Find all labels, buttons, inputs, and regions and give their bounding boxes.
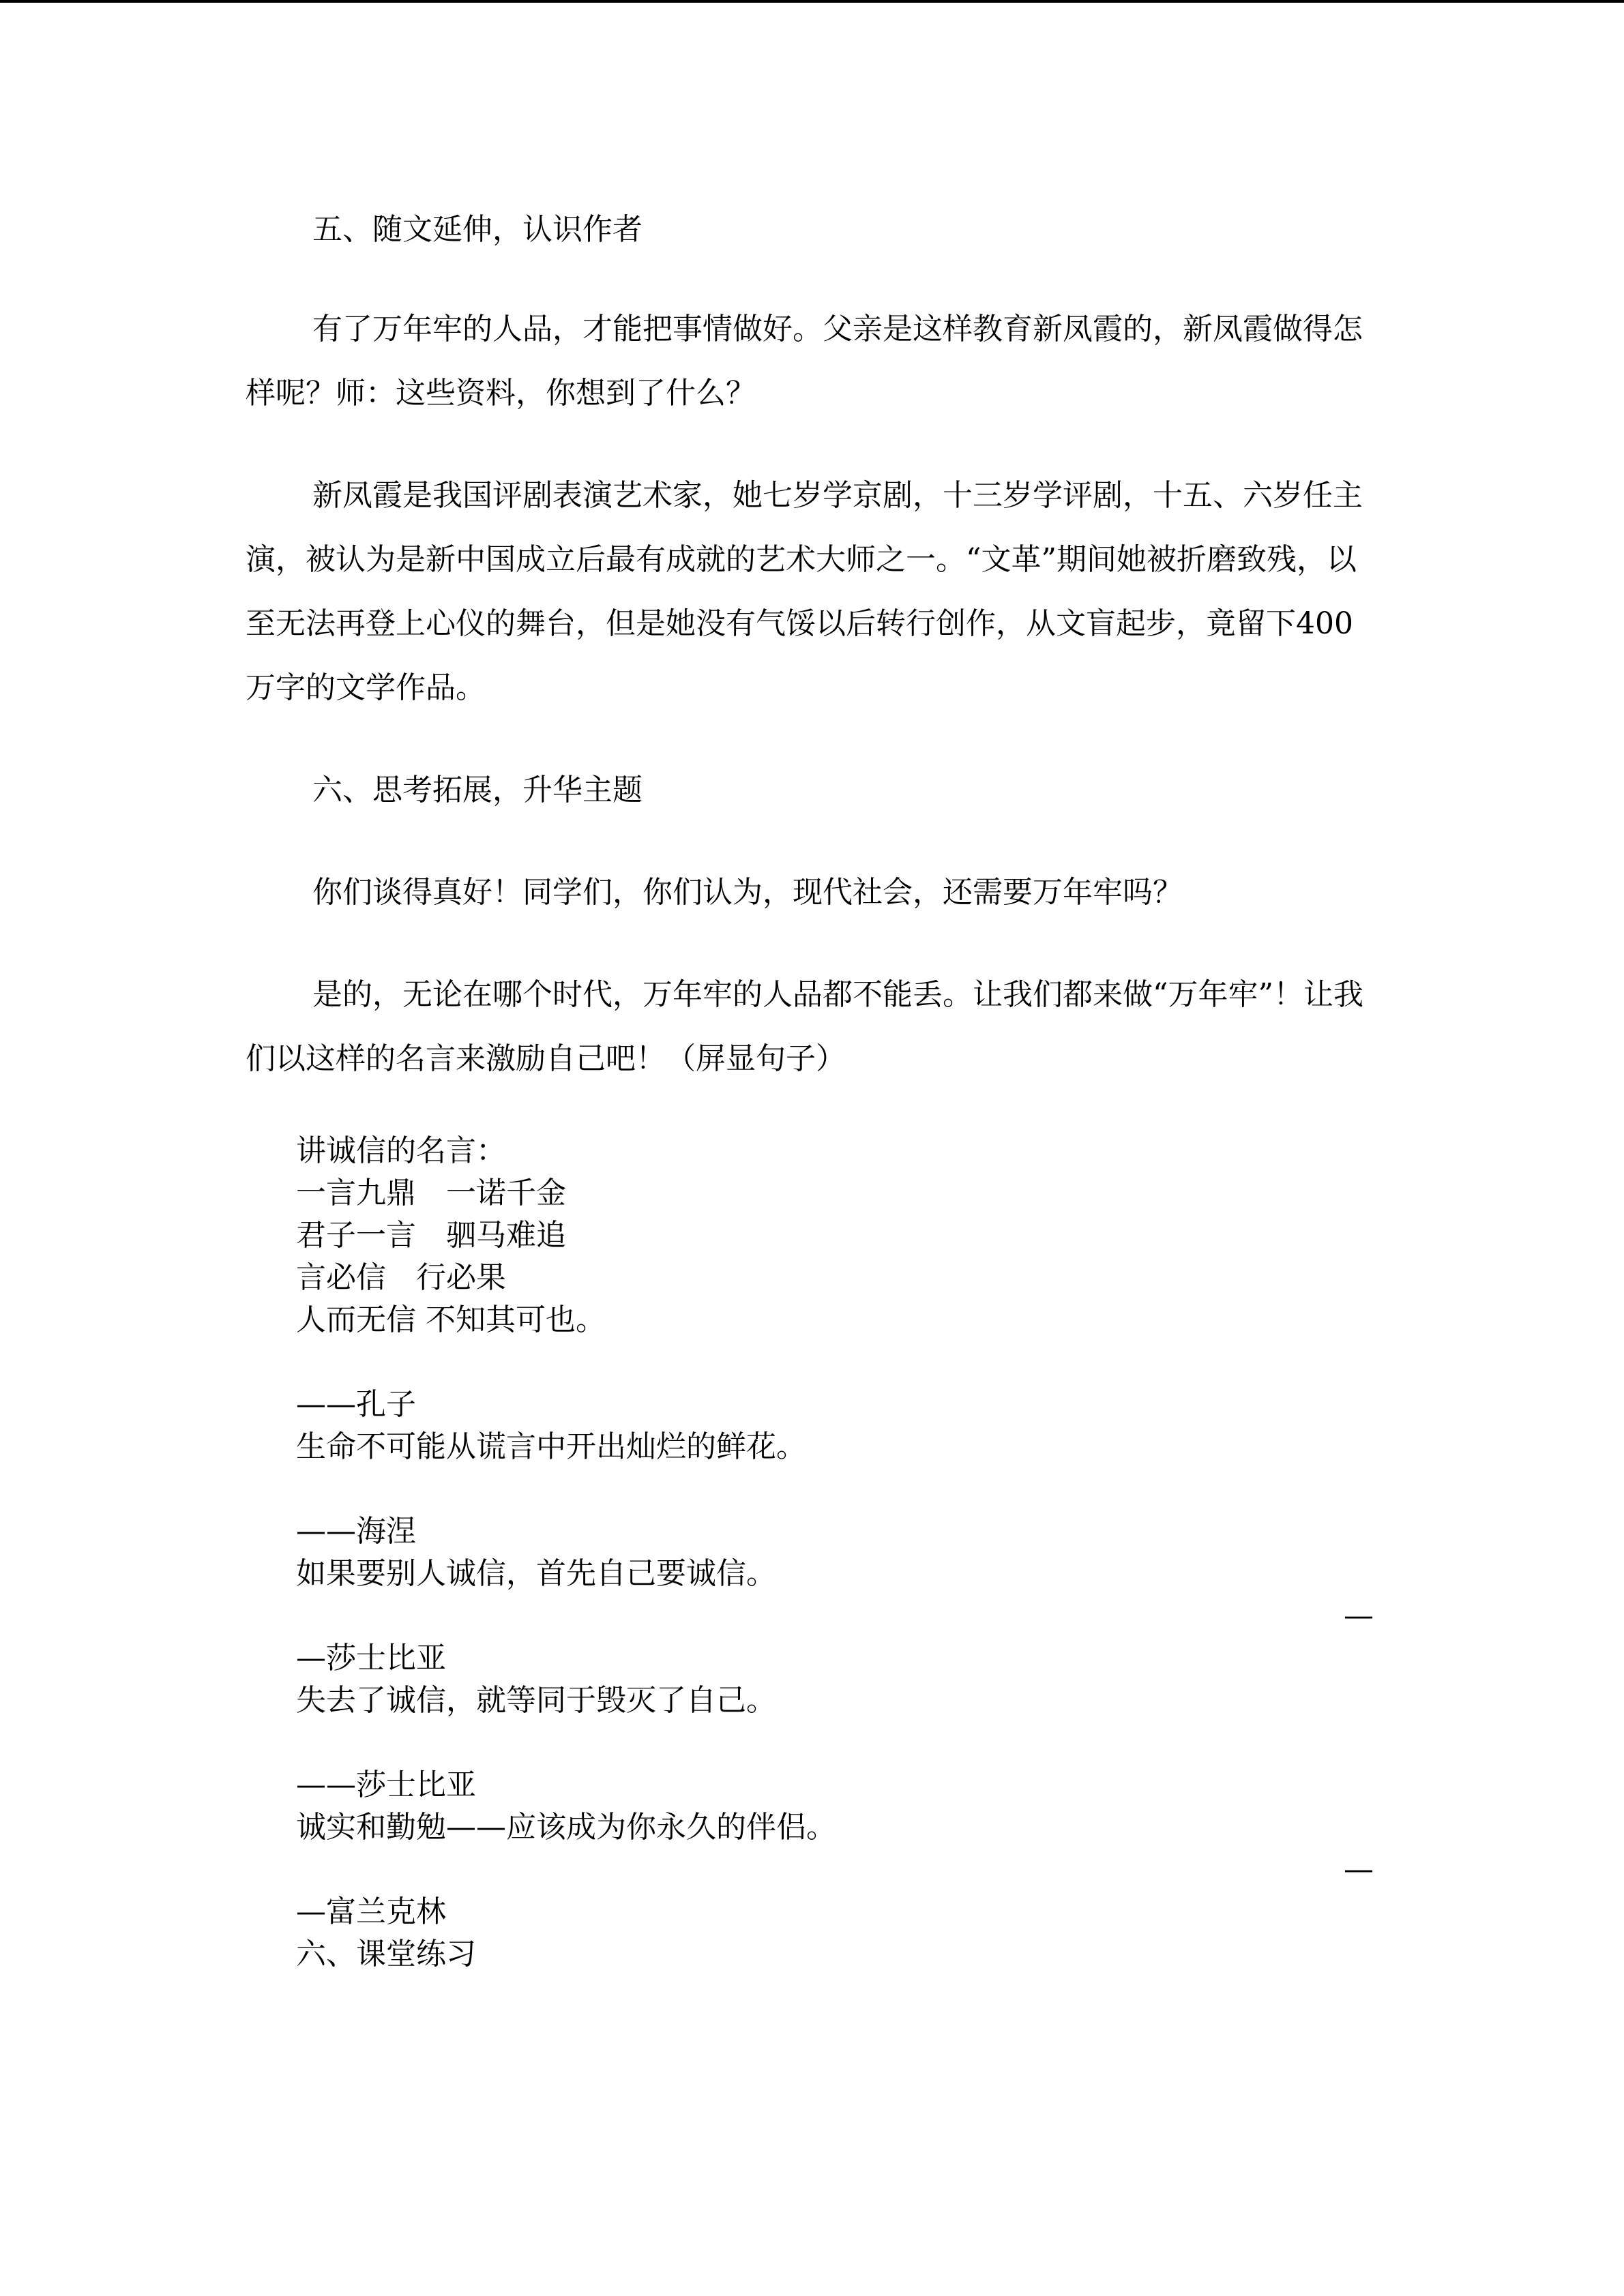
quote-5: 诚实和勤勉——应该成为你永久的伴侣。 (296, 1810, 836, 1845)
section6-heading: 六、思考拓展，升华主题 (312, 773, 643, 807)
quote-line-4: 人而无信 不知其可也。 (296, 1302, 606, 1337)
section6-paragraph-2: 是的，无论在哪个时代，万年牢的人品都不能丢。让我们都来做“万年牢”！让我们以这样的名言来激励自己吧！（屏显句子） (246, 977, 1363, 1076)
practice-heading: 六、课堂练习 (296, 1937, 476, 1971)
quote-author-1: ——孔子 (296, 1387, 416, 1422)
quote-3-dash: — (1344, 1598, 1374, 1633)
section5-heading: 五、随文延伸，认识作者 (312, 212, 643, 247)
section6-paragraph-1: 你们谈得真好！同学们，你们认为，现代社会，还需要万年牢吗？ (312, 875, 1183, 910)
quote-line-2: 君子一言 驷马难追 (296, 1218, 566, 1253)
section5-paragraph-2: 新凤霞是我国评剧表演艺术家，她七岁学京剧，十三岁学评剧，十五、六岁任主演，被认为是新中国成立后最有成就的艺术大师之一。“文革”期间她被折磨致残，以至无法再登上心仪的舞台，但是她没有气馁以后转行创作，从文盲起步，竟留下400万字的文学作品。 (246, 478, 1363, 705)
quote-4: 失去了诚信，就等同于毁灭了自己。 (296, 1683, 776, 1718)
page-top-border (0, 0, 1624, 3)
quote-author-2: ——海涅 (296, 1514, 416, 1549)
quote-author-3: —莎士比亚 (296, 1641, 446, 1675)
quote-author-5: —富兰克林 (296, 1894, 446, 1929)
quote-5-dash: — (1344, 1852, 1374, 1887)
quote-2: 生命不可能从谎言中开出灿烂的鲜花。 (296, 1429, 806, 1464)
section5-paragraph-1: 有了万年牢的人品，才能把事情做好。父亲是这样教育新凤霞的，新凤霞做得怎样呢？师：这些资料，你想到了什么？ (246, 312, 1363, 411)
quotes-title: 讲诚信的名言： (296, 1133, 506, 1168)
quote-author-4: ——莎士比亚 (296, 1768, 476, 1802)
quote-line-3: 言必信 行必果 (296, 1260, 506, 1295)
quote-3: 如果要别人诚信，首先自己要诚信。 (296, 1556, 776, 1591)
quote-line-1: 一言九鼎 一诺千金 (296, 1176, 566, 1210)
